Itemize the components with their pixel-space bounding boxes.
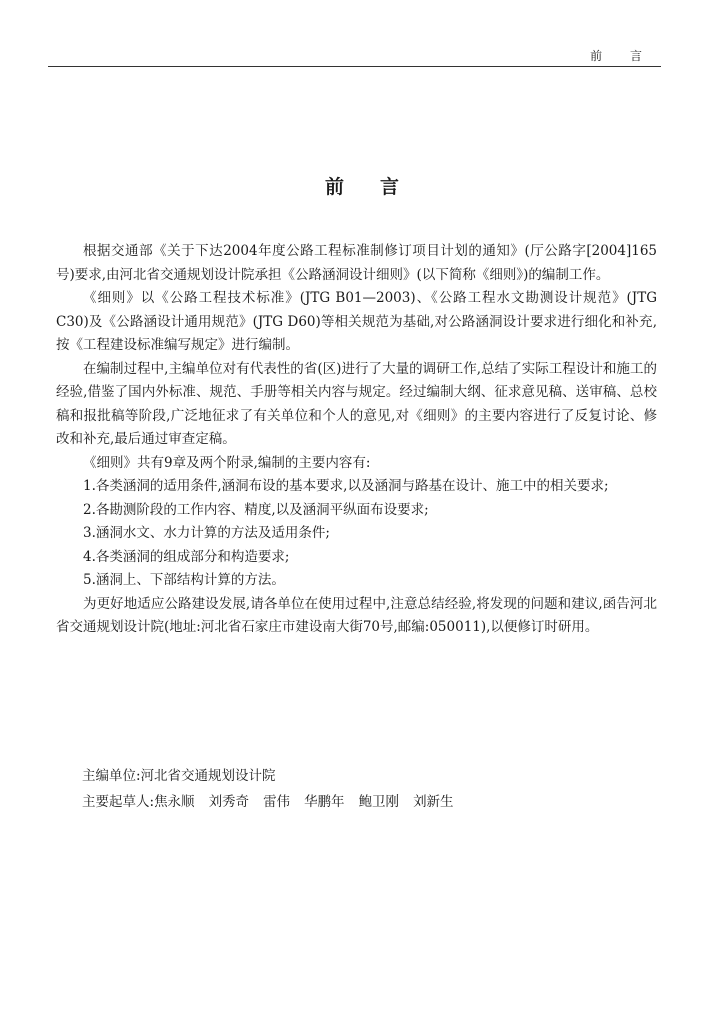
drafter-name: 华鹏年	[304, 794, 345, 810]
list-item-2: 2.各勘测阶段的工作内容、精度,以及涵洞平纵面布设要求;	[83, 501, 429, 518]
list-item-5: 5.涵洞上、下部结构计算的方法。	[83, 572, 285, 588]
drafters-label: 主要起草人:	[82, 794, 155, 810]
drafter-name: 刘秀奇	[208, 794, 250, 810]
drafter-name: 雷伟	[263, 794, 291, 810]
paragraph-1: 根据交通部《关于下达2004年度公路工程标准制修订项目计划的通知》(厅公路字[2004]165号)要求,由河北省交通规划设计院承担《公路涵洞设计细则》(以下简称《细则》)的编制工作。	[56, 243, 657, 283]
list-item-1: 1.各类涵洞的适用条件,涵洞布设的基本要求,以及涵洞与路基在设计、施工中的相关要求;	[83, 478, 609, 494]
preface-body	[56, 240, 657, 640]
header-rule	[48, 66, 661, 67]
drafter-name: 刘新生	[413, 794, 454, 810]
paragraph-3: 在编制过程中,主编单位对有代表性的省(区)进行了大量的调研工作,总结了实际工程设计和施工的经验,借鉴了国内外标准、规范、手册等相关内容与规定。经过编制大纲、征求意见稿、送审稿、总校稿和报批稿等阶段,广泛地征求了有关单位和个人的意见,对《细则》的主要内容进行了反复讨论、修改和补充,最后通过审查定稿。	[56, 360, 657, 447]
drafters-row	[82, 789, 468, 815]
chief-unit-row	[82, 763, 468, 789]
paragraph-4: 《细则》共有9章及两个附录,编制的主要内容有:	[83, 454, 371, 471]
list-item-3: 3.涵洞水文、水力计算的方法及适用条件;	[83, 525, 330, 541]
chief-unit-value: 河北省交通规划设计院	[140, 768, 276, 784]
running-head: 前 言	[590, 49, 654, 63]
chief-unit-label: 主编单位:	[82, 768, 141, 784]
drafter-name: 焦永顺	[154, 794, 195, 810]
paragraph-closing: 为更好地适应公路建设发展,请各单位在使用过程中,注意总结经验,将发现的问题和建议,函告河北省交通规划设计院(地址:河北省石家庄市建设南大街70号,邮编:050011),以便修订时研用。	[56, 595, 657, 635]
list-item-4: 4.各类涵洞的组成部分和构造要求;	[83, 548, 290, 565]
credits	[82, 763, 468, 815]
paragraph-2: 《细则》以《公路工程技术标准》(JTG B01—2003)、《公路工程水文勘测设计规范》(JTG C30)及《公路涵设计通用规范》(JTG D60)等相关规范为基础,对公路涵洞设计要求进行细化和补充,按《工程建设标准编写规定》进行编制。	[56, 290, 657, 353]
page-title: 前言	[324, 176, 435, 198]
drafter-name: 鲍卫刚	[358, 794, 400, 810]
drafters-list	[154, 794, 468, 810]
